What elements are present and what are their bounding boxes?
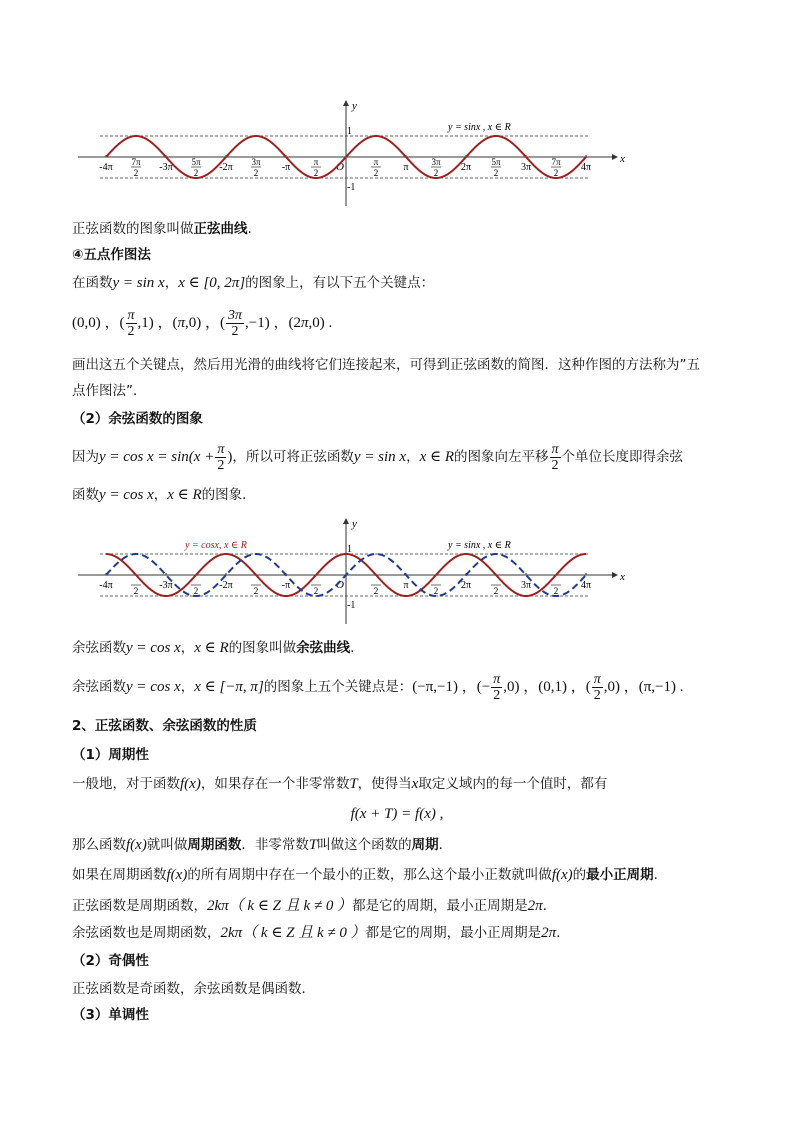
parity-heading: （2）奇偶性 — [72, 953, 149, 969]
x-tick-label-den: 2 — [253, 586, 259, 596]
x-tick-label-den: 2 — [433, 168, 439, 178]
cosine-shift-text-cont: 函数y = cos x，x ∈ R的图象． — [72, 487, 256, 503]
x-tick-label: -π — [281, 580, 291, 591]
x-tick-label: π — [403, 580, 409, 591]
x-tick-label-num: π — [373, 157, 379, 167]
sine-curve-definition: 正弦函数的图象叫做正弦曲线. — [72, 221, 252, 237]
y-axis-label: y — [352, 518, 357, 530]
y-axis-arrow — [343, 100, 349, 106]
cosine-shift-text: 因为y = cos x = sin(x + $\frac{\pi}{2}$ )，所以可将正弦函数y = sin x，x ∈ R的图象向左平移 $\frac{\pi}{2}$ 个单位长度即得余弦 — [72, 441, 684, 473]
periodic-def: 一般地，对于函数f(x)，如果存在一个非零常数T，使得当x取定义域内的每一个值时，都有 — [72, 776, 608, 792]
x-axis-label: x — [620, 571, 625, 583]
x-tick-label: 2π — [460, 162, 472, 173]
y-tick-label: -1 — [347, 600, 356, 611]
cosine-period: 余弦函数也是周期函数，2kπ（ k ∈ Z 且 k ≠ 0 ）都是它的周期，最小正周期是2π． — [72, 925, 570, 941]
x-tick-label-den: 2 — [553, 168, 559, 178]
x-tick-label-den: 2 — [553, 586, 559, 596]
x-tick-label: -3π — [159, 162, 173, 173]
monotonicity-heading: （3）单调性 — [72, 1007, 149, 1023]
x-tick-label: 4π — [580, 162, 592, 173]
five-point-desc: 画出这五个关键点，然后用光滑的曲线将它们连接起来，可得到正弦函数的简图．这种作图的方法称为”五 — [72, 357, 700, 373]
x-tick-label-num: 7π — [551, 157, 561, 167]
x-tick-label-den: 2 — [493, 168, 499, 178]
parity-text: 正弦函数是奇函数，余弦函数是偶函数． — [72, 981, 315, 997]
x-axis-arrow — [612, 154, 618, 160]
x-tick-label: 2π — [460, 580, 472, 591]
five-point-heading: ④五点作图法 — [72, 247, 151, 263]
y-tick-label: 1 — [347, 126, 352, 137]
x-tick-label: -π — [281, 162, 291, 173]
periodicity-heading: （1）周期性 — [72, 747, 149, 763]
periodic-function-def: 那么函数f(x)就叫做周期函数．非零常数T叫做这个函数的周期． — [72, 837, 453, 853]
x-tick-label: -3π — [159, 580, 173, 591]
five-point-desc-cont: 点作图法”． — [72, 383, 147, 399]
x-tick-label: 3π — [520, 162, 532, 173]
x-tick-label-num: 5π — [491, 157, 501, 167]
min-period-def: 如果在周期函数f(x)的所有周期中存在一个最小的正数，那么这个最小正数就叫做f(x)的最小正周期． — [72, 867, 668, 883]
x-tick-label: -2π — [219, 580, 233, 591]
properties-heading: 2、正弦函数、余弦函数的性质 — [72, 718, 257, 734]
x-tick-label: -4π — [99, 580, 113, 591]
cosine-graph — [0, 518, 794, 628]
x-tick-label-num: 3π — [251, 157, 261, 167]
cosine-graph-heading: （2）余弦函数的图象 — [72, 411, 203, 427]
y-axis-arrow — [343, 518, 349, 524]
sine-series-label: y = sinx , x ∈ R — [448, 122, 511, 133]
x-tick-label-den: 2 — [133, 586, 139, 596]
x-tick-label-den: 2 — [433, 586, 439, 596]
periodic-equation: f(x + T) = f(x) , — [350, 806, 444, 822]
x-tick-label-num: 3π — [431, 157, 441, 167]
x-axis-label: x — [620, 153, 625, 165]
y-tick-label: 1 — [347, 544, 352, 555]
x-tick-label: π — [403, 162, 409, 173]
y-tick-label: -1 — [347, 182, 356, 193]
x-tick-label-den: 2 — [193, 586, 199, 596]
x-tick-label-den: 2 — [373, 586, 379, 596]
origin-label: O — [336, 161, 344, 173]
y-axis-label: y — [352, 100, 357, 112]
x-tick-label: -4π — [99, 162, 113, 173]
cosine-curve-definition: 余弦函数y = cos x，x ∈ R的图象叫做余弦曲线. — [72, 640, 355, 656]
sine-period: 正弦函数是周期函数，2kπ（ k ∈ Z 且 k ≠ 0 ）都是它的周期，最小正周期是2π． — [72, 898, 557, 914]
x-tick-label-den: 2 — [373, 168, 379, 178]
x-tick-label-num: 7π — [131, 157, 141, 167]
five-point-intro: 在函数y = sin x，x ∈ [0, 2π]的图象上，有以下五个关键点： — [72, 275, 435, 291]
sine-series-label: y = sinx , x ∈ R — [448, 540, 511, 551]
x-tick-label-den: 2 — [193, 168, 199, 178]
x-tick-label-den: 2 — [313, 168, 319, 178]
x-tick-label-den: 2 — [313, 586, 319, 596]
x-axis-arrow — [612, 572, 618, 578]
cosine-key-points: 余弦函数y = cos x，x ∈ [−π, π]的图象上五个关键点是：(−π,−1) ，(− $\frac{\pi}{2}$ ,0) ，(0,1) ，( $\frac{\pi}{2}$ ,0) ，(π,−1) . — [72, 671, 684, 703]
x-tick-label-den: 2 — [493, 586, 499, 596]
x-tick-label-den: 2 — [253, 168, 259, 178]
cosine-series-label: y = cosx, x ∈ R — [185, 540, 247, 551]
sine-graph — [0, 100, 794, 210]
five-key-points: (0,0) ，( $\frac{\pi}{2}$ ,1) ，(π,0) ，( $\frac{3\pi}{2}$ ,−1) ，(2π,0) . — [72, 308, 333, 340]
x-tick-label-den: 2 — [133, 168, 139, 178]
x-tick-label-num: 5π — [191, 157, 201, 167]
x-tick-label: -2π — [219, 162, 233, 173]
x-tick-label: 4π — [580, 580, 592, 591]
x-tick-label-num: π — [313, 157, 319, 167]
x-tick-label: 3π — [520, 580, 532, 591]
origin-label: O — [336, 579, 344, 591]
